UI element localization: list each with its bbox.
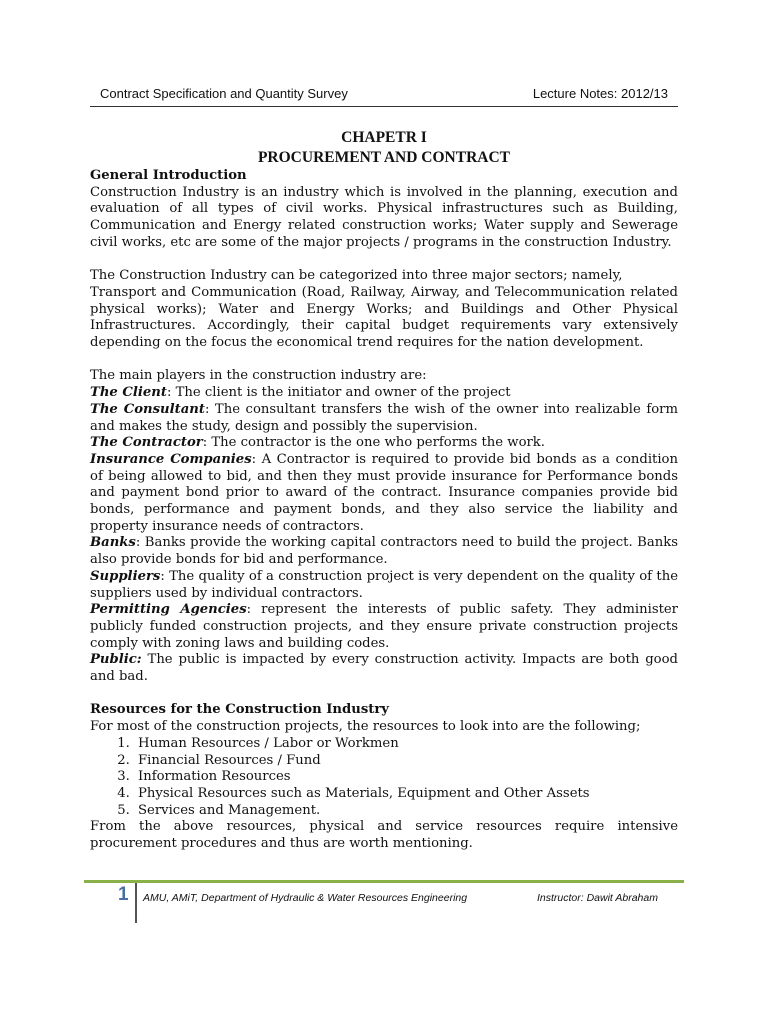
paragraph-players-intro: The main players in the construction industry are: [90, 368, 427, 384]
player-consultant [90, 402, 678, 435]
footer-department: AMU, AMiT, Department of Hydraulic & Water Resources Engineering [143, 892, 468, 904]
player-suppliers [90, 569, 678, 602]
player-term: Permitting Agencies [90, 602, 247, 618]
player-client [90, 385, 678, 402]
player-banks [90, 535, 678, 568]
header-lecture-notes: Lecture Notes: 2012/13 [532, 86, 668, 101]
player-permitting [90, 602, 678, 652]
list-item: 3. Information Resources [134, 769, 678, 786]
list-item: 2. Financial Resources / Fund [134, 753, 678, 770]
paragraph-sectors: Transport and Communication (Road, Railway, Airway, and Telecommunication related physical works); Water and Energy Works; and Buildings and Other Physical Infrastructures. Accordingly, their capital budget requirements vary extensively depending on the focus the economical trend requires for the nation development. [90, 284, 678, 351]
page-number: 1 [118, 884, 129, 905]
page-header [90, 86, 678, 107]
paragraph-resources-outro: From the above resources, physical and service resources require intensive procurement procedures and thus are worth mentioning. [90, 819, 678, 852]
player-desc: : represent the interests of public safety. They administer publicly funded construction projects, and they ensure private construction projects comply with zoning laws and building codes. [90, 602, 678, 651]
player-desc: : Banks provide the working capital contractors need to build the project. Banks also provide bonds for bid and performance. [90, 535, 678, 568]
player-term: The Client [90, 385, 167, 401]
chapter-title: PROCUREMENT AND CONTRACT [257, 149, 511, 166]
header-course-title: Contract Specification and Quantity Survey [100, 86, 348, 101]
footer-instructor: Instructor: Dawit Abraham [537, 892, 658, 904]
player-contractor [90, 435, 678, 452]
player-desc: : The contractor is the one who performs the work. [202, 435, 545, 451]
resources-list [90, 736, 678, 820]
list-item: 1. Human Resources / Labor or Workmen [134, 736, 678, 753]
player-term: The Consultant [90, 401, 205, 417]
player-desc: : The consultant transfers the wish of the owner into realizable form and makes the study, design and possibly the supervision. [90, 401, 678, 434]
footer-divider [135, 883, 137, 923]
page-footer [84, 880, 684, 926]
footer-rule [84, 880, 684, 883]
section-heading-resources: Resources for the Construction Industry [90, 702, 389, 718]
chapter-number: CHAPETR I [341, 129, 427, 146]
player-public [90, 652, 678, 685]
paragraph-resources-intro: For most of the construction projects, the resources to look into are the following; [90, 719, 641, 735]
document-body [90, 128, 678, 853]
player-desc: : A Contractor is required to provide bid bonds as a condition of being allowed to bid, and then they must provide insurance for Performance bonds and payment bond prior to award of the contract. Insurance companies provide bid bonds, performance and payment bonds, and they also service the liability and property insurance needs of contractors. [90, 451, 678, 534]
player-desc: The public is impacted by every construction activity. Impacts are both good and bad. [90, 652, 678, 685]
player-insurance [90, 452, 678, 536]
player-term: Suppliers [90, 568, 161, 584]
list-item: 5. Services and Management. [134, 803, 678, 820]
list-item: 4. Physical Resources such as Materials, Equipment and Other Assets [134, 786, 678, 803]
player-desc: : The quality of a construction project is very dependent on the quality of the suppliers used by individual contractors. [90, 568, 678, 601]
player-term: Public: [90, 652, 142, 668]
player-desc: : The client is the initiator and owner of the project [166, 385, 511, 401]
player-term: Insurance Companies [90, 451, 252, 467]
player-term: The Contractor [90, 435, 203, 451]
paragraph-sectors-intro: The Construction Industry can be categorized into three major sectors; namely, [90, 268, 623, 284]
player-term: Banks [90, 535, 136, 551]
section-heading-general: General Introduction [90, 168, 247, 183]
paragraph-general-intro: Construction Industry is an industry which is involved in the planning, execution and evaluation of all types of civil works. Physical infrastructures such as Building, Communication and Energy related construction works; Water supply and Sewerage civil works, etc are some of the major projects / programs in the construction Industry. [90, 184, 678, 250]
